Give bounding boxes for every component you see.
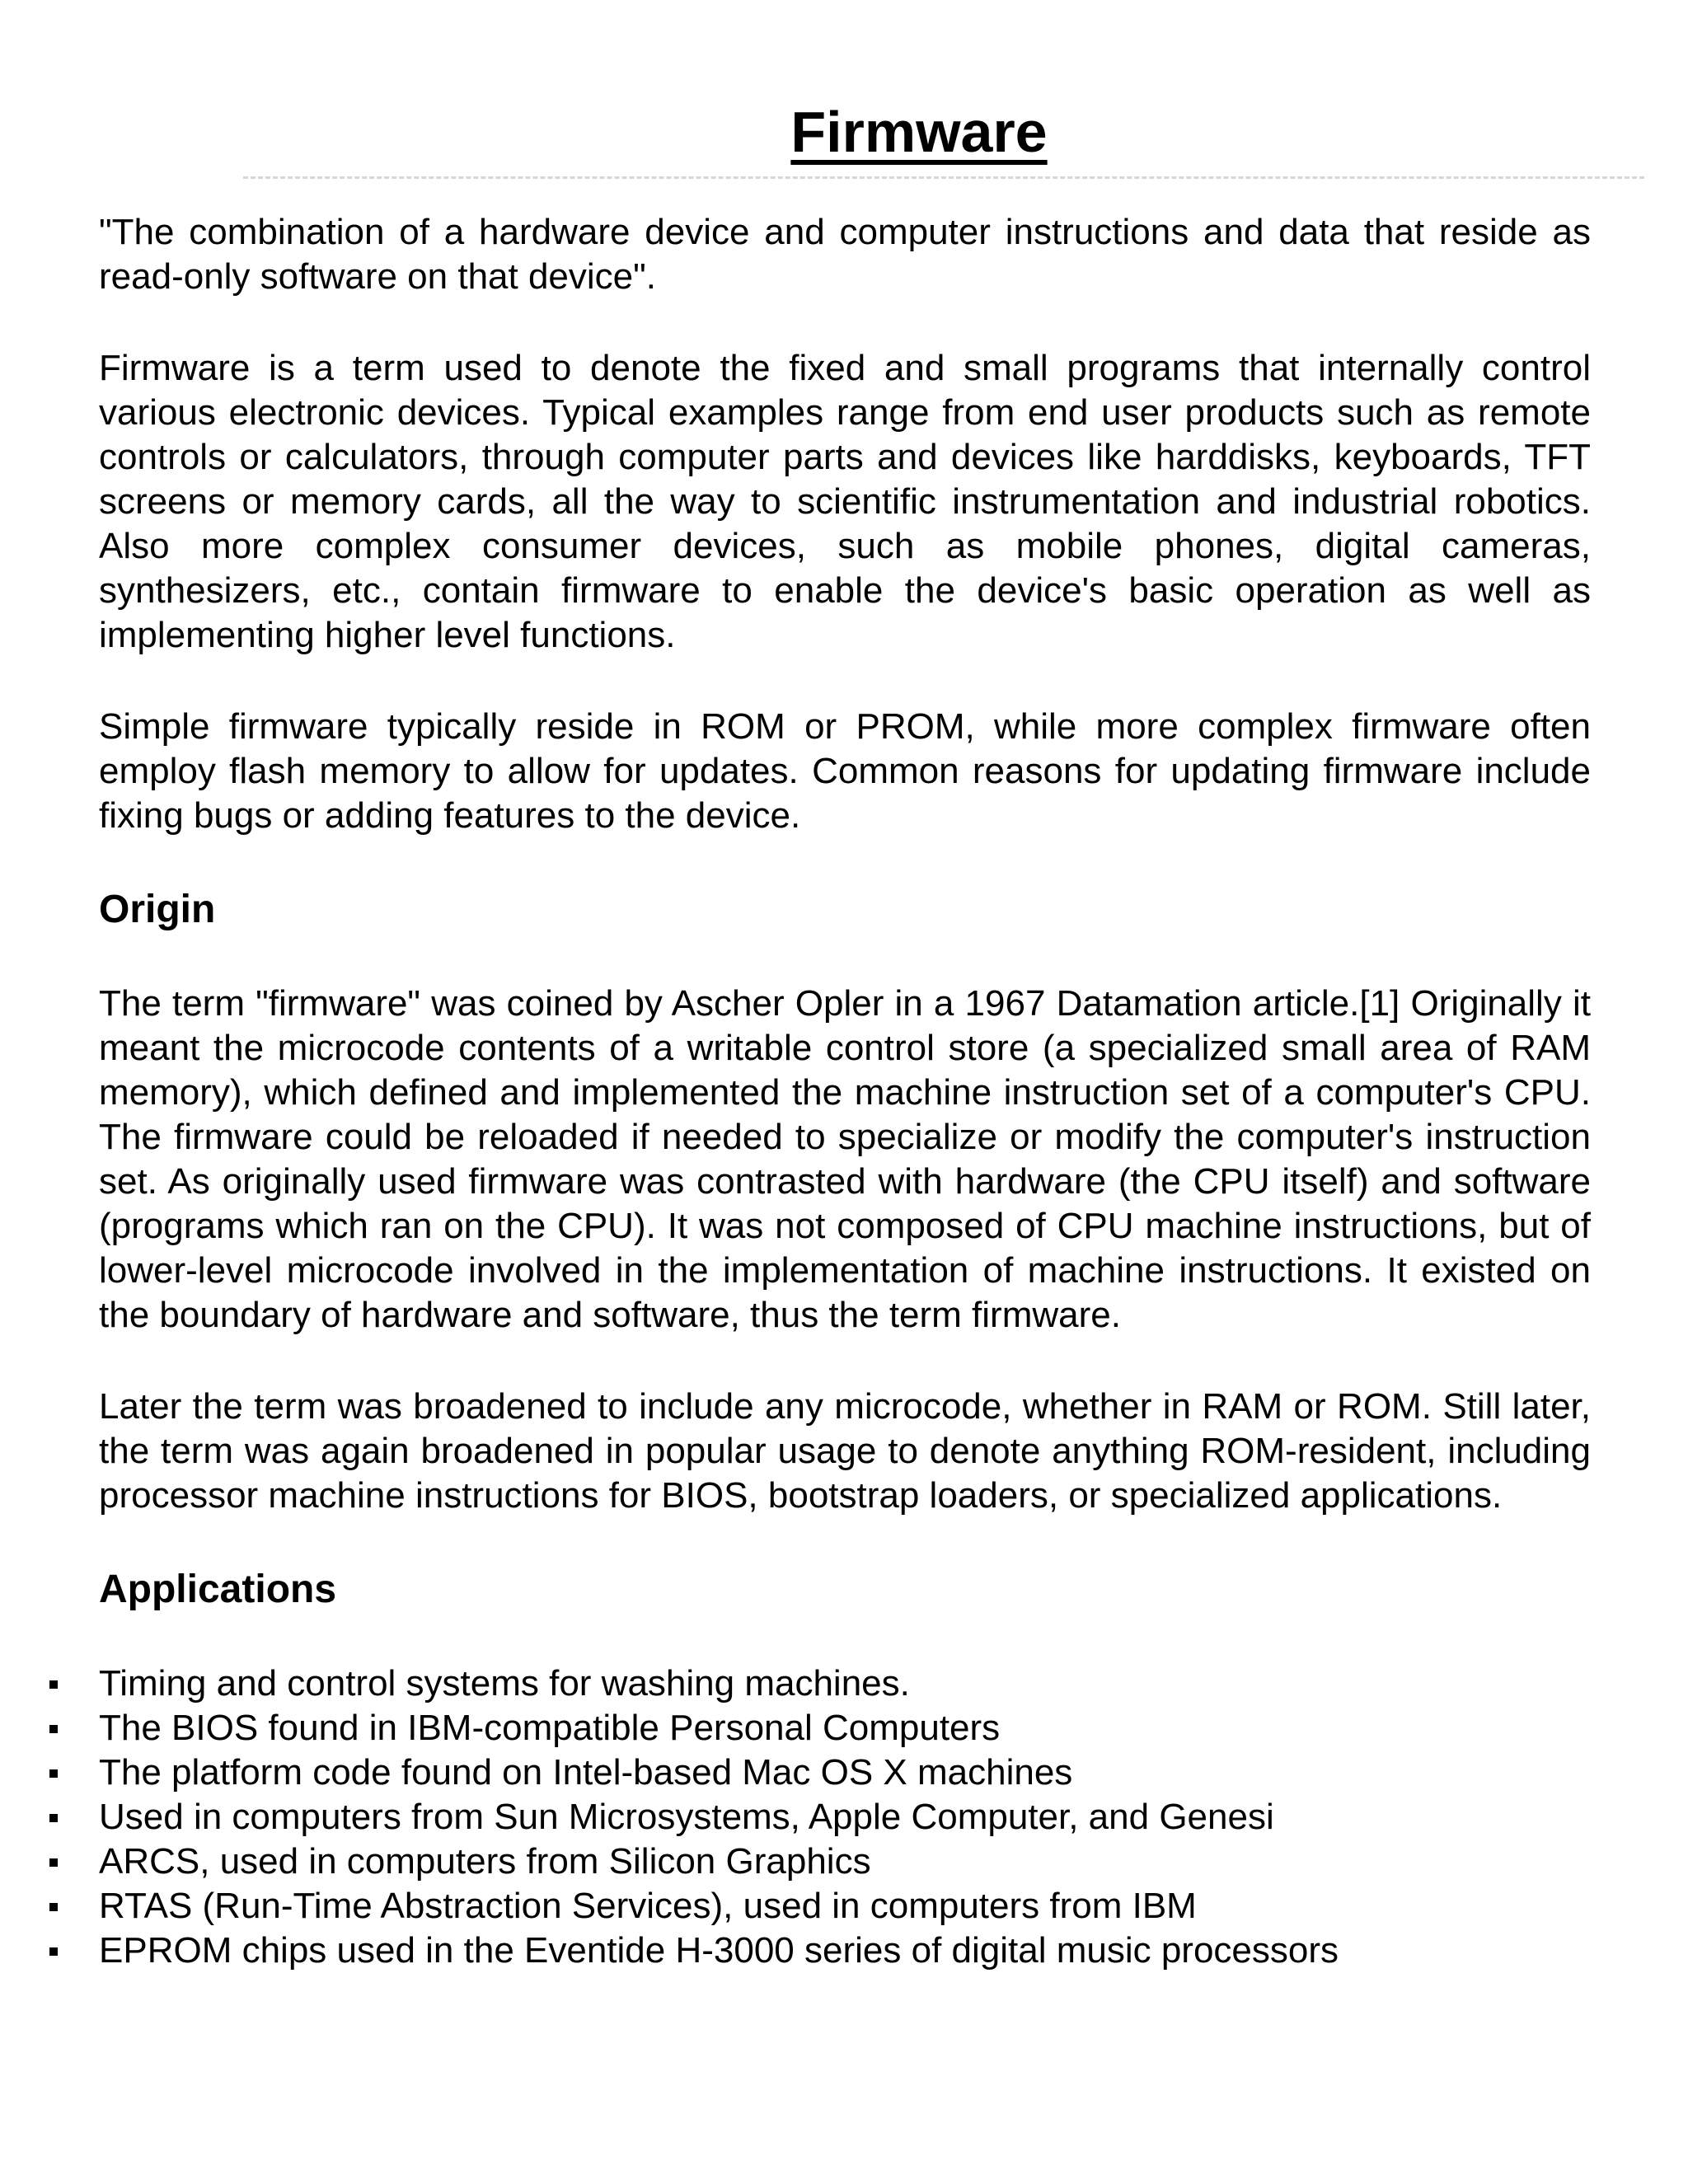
bullet-icon [49,1725,58,1733]
document-body [99,210,1591,1973]
applications-list [99,1661,1591,1973]
list-item-text: The BIOS found in IBM-compatible Personal Computers [99,1708,1001,1748]
description-paragraph: Firmware is a term used to denote the fixed and small programs that internally control various electronic devices. Typical examples range from end user products such as remote controls or calculators, through computer parts and devices like harddisks, keyboards, TFT screens or memory cards, all the way to scientific instrumentation and industrial robotics. Also more complex consumer devices, such as mobile phones, digital cameras, synthesizers, etc., contain firmware to enable the device's basic operation as well as implementing higher level functions. [99,348,1591,655]
origin-paragraph-2: Later the term was broadened to include any microcode, whether in RAM or ROM. Still later, the term was again broadened in popular usage to denote anything ROM-resident, including processor machine instructions for BIOS, bootstrap loaders, or specialized applications. [99,1386,1591,1516]
bullet-icon [49,1769,58,1778]
origin-heading: Origin [99,888,216,931]
list-item [99,1750,1591,1795]
applications-heading: Applications [99,1568,337,1611]
list-item-text: Used in computers from Sun Microsystems, Apple Computer, and Genesi [99,1797,1274,1837]
list-item-text: ARCS, used in computers from Silicon Graphics [99,1841,871,1882]
list-item-text: EPROM chips used in the Eventide H-3000 series of digital music processors [99,1930,1339,1971]
bullet-icon [49,1858,58,1867]
list-item [99,1840,1591,1884]
list-item [99,1661,1591,1706]
storage-paragraph: Simple firmware typically reside in ROM or PROM, while more complex firmware often employ flash memory to allow for updates. Common reasons for updating firmware include fixing bugs or adding features to the device. [99,706,1591,836]
bullet-icon [49,1903,58,1911]
list-item [99,1795,1591,1840]
bullet-icon [49,1814,58,1822]
list-item-text: The platform code found on Intel-based Mac OS X machines [99,1752,1073,1793]
list-item [99,1706,1591,1750]
list-item-text: Timing and control systems for washing machines. [99,1663,910,1704]
title-divider [243,176,1644,179]
bullet-icon [49,1680,58,1689]
list-item [99,1929,1591,1973]
list-item [99,1884,1591,1929]
origin-paragraph-1: The term "firmware" was coined by Ascher Opler in a 1967 Datamation article.[1] Originally it meant the microcode contents of a writable control store (a specialized small area of RAM memory), which defined and implemented the machine instruction set of a computer's CPU. The firmware could be reloaded if needed to specialize or modify the computer's instruction set. As originally used firmware was contrasted with hardware (the CPU itself) and software (programs which ran on the CPU). It was not composed of CPU machine instructions, but of lower-level microcode involved in the implementation of machine instructions. It existed on the boundary of hardware and software, thus the term firmware. [99,983,1591,1335]
list-item-text: RTAS (Run-Time Abstraction Services), used in computers from IBM [99,1886,1197,1926]
bullet-icon [49,1947,58,1956]
page-title: Firmware [790,100,1048,164]
definition-paragraph: "The combination of a hardware device and computer instructions and data that reside as read-only software on that device". [99,212,1591,297]
